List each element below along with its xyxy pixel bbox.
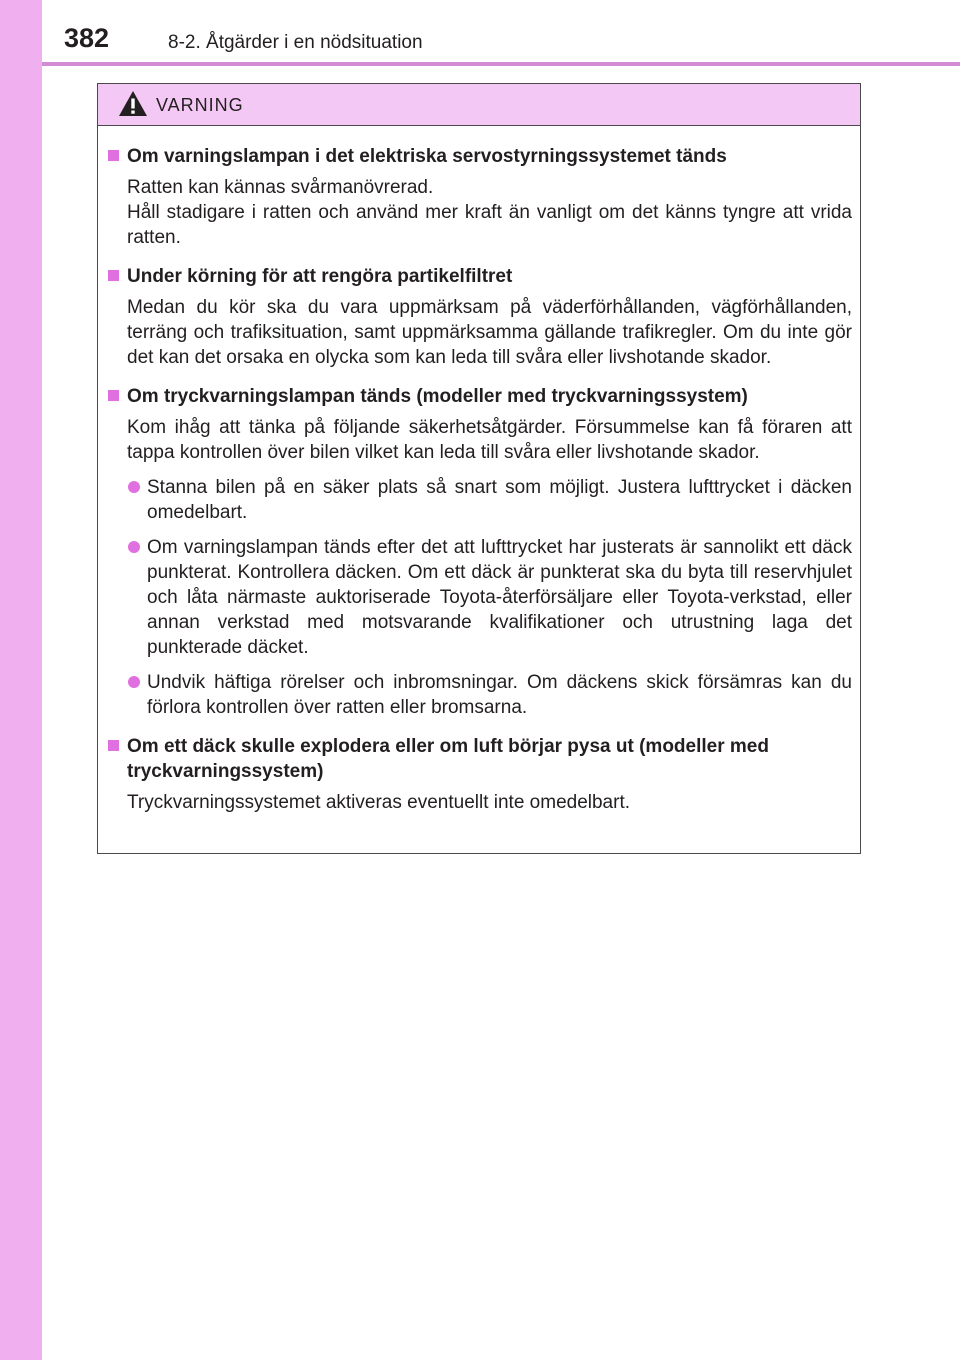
square-bullet-icon bbox=[108, 390, 119, 401]
item-text bbox=[127, 175, 852, 250]
warning-body bbox=[98, 126, 860, 815]
item-text bbox=[127, 295, 852, 370]
warning-item bbox=[106, 144, 852, 250]
item-paragraph: Ratten kan kännas svårmanövrerad. bbox=[127, 177, 434, 198]
sub-list-item bbox=[127, 535, 852, 660]
item-paragraph: Kom ihåg att tänka på följande säkerhetsåtgärder. Försummelse kan få föraren att tappa kontrollen över bilen vilket kan leda till svåra eller livshotande skador. bbox=[127, 417, 852, 463]
warning-item bbox=[106, 734, 852, 815]
warning-title: VARNING bbox=[156, 95, 244, 115]
warning-header bbox=[98, 84, 860, 126]
item-paragraph: Medan du kör ska du vara uppmärksam på väderförhållanden, vägförhållanden, terräng och trafiksituation, samt uppmärksamma gällande trafikregler. Om du inte gör det kan det orsaka en olycka som kan leda till svåra eller livshotande skador. bbox=[127, 297, 852, 368]
side-color-bar bbox=[0, 0, 42, 1360]
item-heading-text: Om varningslampan i det elektriska servostyrningssystemet tänds bbox=[127, 146, 727, 167]
item-paragraph: Håll stadigare i ratten och använd mer kraft än vanligt om det känns tyngre att vrida ratten. bbox=[127, 202, 852, 248]
square-bullet-icon bbox=[108, 270, 119, 281]
item-heading-text: Under körning för att rengöra partikelfiltret bbox=[127, 266, 513, 287]
sub-item-text: Stanna bilen på en säker plats så snart som möjligt. Justera lufttrycket i däcken omedelbart. bbox=[147, 477, 852, 523]
item-heading bbox=[106, 384, 852, 409]
round-bullet-icon bbox=[128, 481, 140, 493]
item-text bbox=[127, 415, 852, 465]
warning-item bbox=[106, 264, 852, 370]
item-text bbox=[127, 790, 852, 815]
round-bullet-icon bbox=[128, 541, 140, 553]
warning-item bbox=[106, 384, 852, 720]
square-bullet-icon bbox=[108, 150, 119, 161]
item-heading-text: Om ett däck skulle explodera eller om luft börjar pysa ut (modeller med tryckvarningssystem) bbox=[127, 736, 769, 782]
page-number: 382 bbox=[64, 23, 110, 53]
item-heading-text: Om tryckvarningslampan tänds (modeller med tryckvarningssystem) bbox=[127, 386, 748, 407]
item-heading bbox=[106, 144, 852, 169]
header-rule bbox=[42, 62, 960, 66]
item-paragraph: Tryckvarningssystemet aktiveras eventuellt inte omedelbart. bbox=[127, 792, 631, 813]
sub-item-text: Om varningslampan tänds efter det att lufttrycket har justerats är sannolikt ett däck punkterat. Kontrollera däcken. Om ett däck är punkterat ska du byta till reservhjulet och låta närmaste auktoriserade Toyota-återförsäljare eller Toyota-verkstad, eller annan verkstad med motsvarande kvalifikationer och utrustning laga det punkterade däcket. bbox=[147, 537, 852, 658]
round-bullet-icon bbox=[128, 676, 140, 688]
sub-list-item bbox=[127, 475, 852, 525]
section-title: 8-2. Åtgärder i en nödsituation bbox=[168, 32, 423, 53]
warning-box bbox=[97, 83, 861, 854]
item-heading bbox=[106, 734, 852, 784]
item-heading bbox=[106, 264, 852, 289]
sub-list-item bbox=[127, 670, 852, 720]
warning-triangle-icon bbox=[118, 90, 148, 117]
sub-item-text: Undvik häftiga rörelser och inbromsningar. Om däckens skick försämras kan du förlora kontrollen över ratten eller bromsarna. bbox=[147, 672, 852, 718]
square-bullet-icon bbox=[108, 740, 119, 751]
